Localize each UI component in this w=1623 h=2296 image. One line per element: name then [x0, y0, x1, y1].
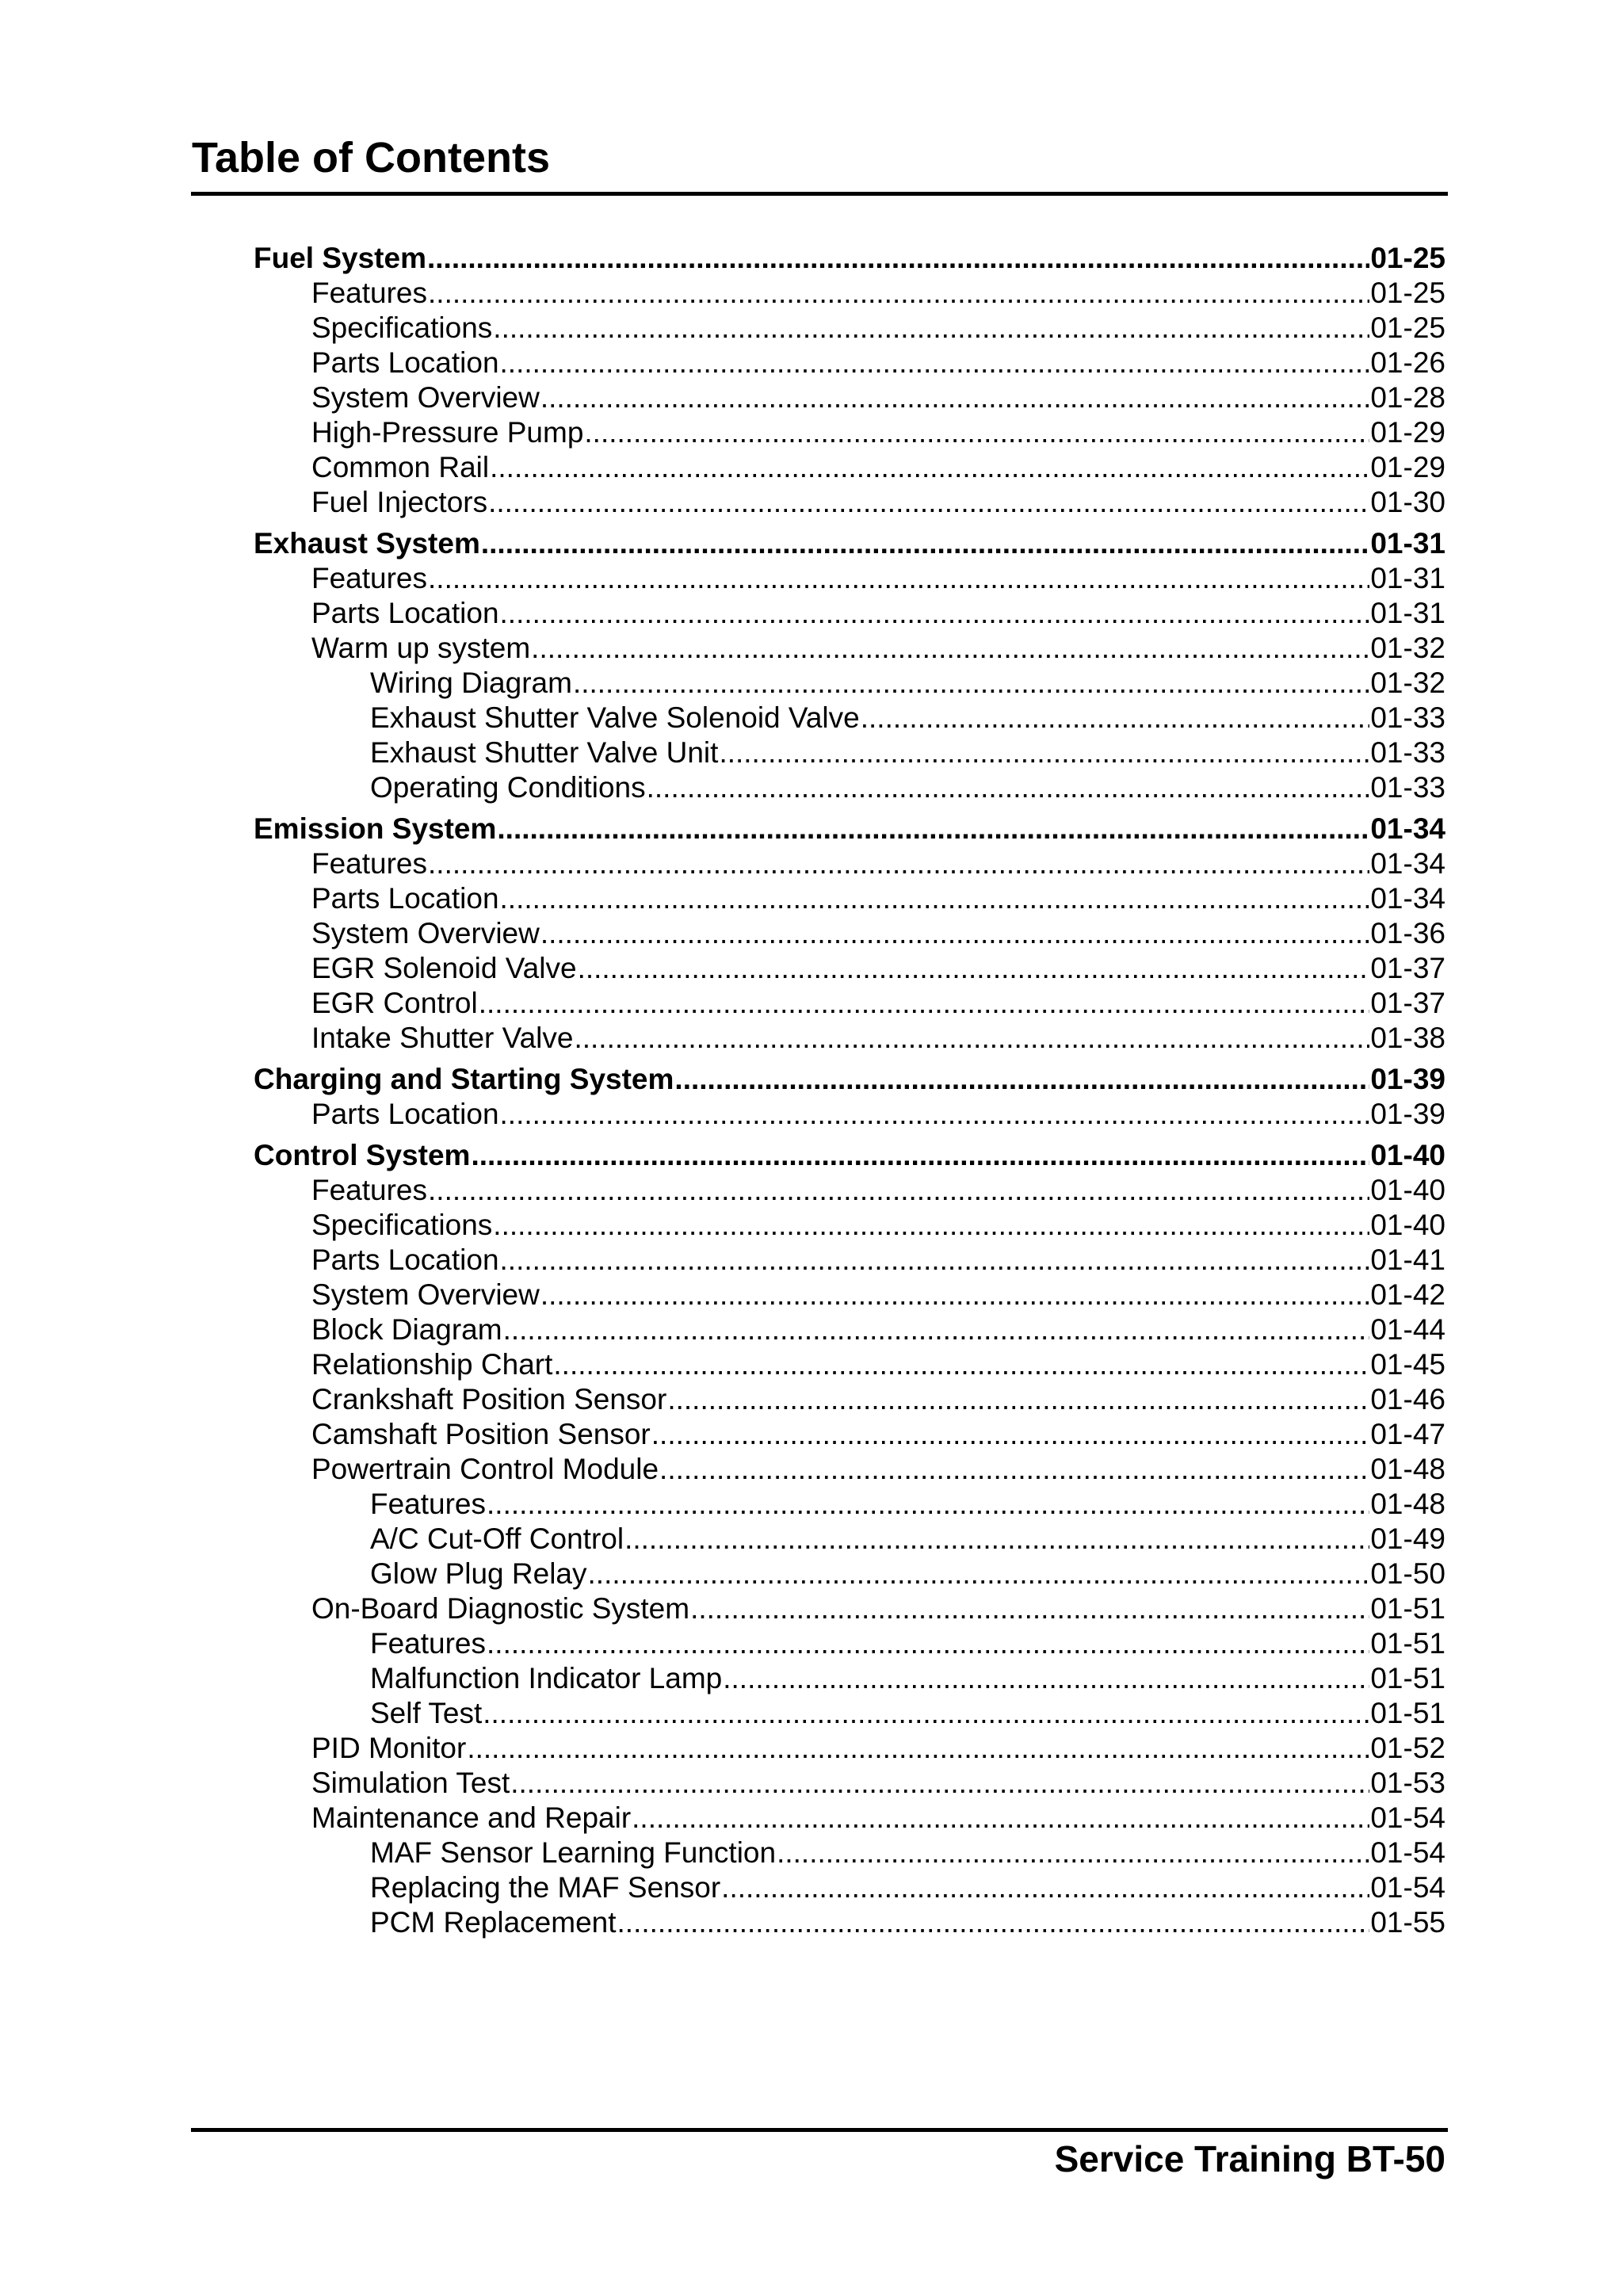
toc-entry-label: Glow Plug Relay: [370, 1557, 587, 1590]
toc-entry-label: EGR Solenoid Valve: [311, 952, 577, 984]
toc-page-number: 01-51: [1370, 1627, 1445, 1660]
toc-entry-label: Fuel Injectors: [311, 486, 488, 518]
toc-entry-label: Camshaft Position Sensor: [311, 1418, 651, 1450]
dot-leader: [721, 1870, 1369, 1905]
toc-entry-label: Parts Location: [311, 882, 499, 915]
toc-entry[interactable]: [311, 1312, 1445, 1347]
toc-page-number: 01-39: [1370, 1098, 1445, 1130]
toc-page-number: 01-53: [1370, 1767, 1445, 1799]
dot-leader: [428, 1173, 1369, 1208]
toc-section-entry[interactable]: [254, 812, 1445, 846]
toc-entry-label: Wiring Diagram: [370, 667, 572, 699]
toc-entry-label: Features: [311, 1174, 428, 1206]
footer-title: Service Training BT-50: [1054, 2138, 1445, 2179]
toc-entry-label: System Overview: [311, 917, 540, 949]
toc-page-number: 01-55: [1370, 1906, 1445, 1939]
toc-page-number: 01-47: [1370, 1418, 1445, 1450]
dot-leader: [479, 986, 1370, 1021]
toc-page-number: 01-40: [1370, 1209, 1445, 1241]
dot-leader: [481, 526, 1370, 561]
toc-page-number: 01-25: [1370, 277, 1445, 309]
toc-entry[interactable]: [370, 1661, 1445, 1696]
toc-entry-label: System Overview: [311, 1278, 540, 1311]
toc-entry-label: Relationship Chart: [311, 1348, 553, 1381]
dot-leader: [483, 1696, 1369, 1731]
dot-leader: [723, 1661, 1369, 1696]
toc-entry-label: Parts Location: [311, 1244, 499, 1276]
toc-entry[interactable]: [370, 1836, 1445, 1870]
toc-entry[interactable]: [370, 666, 1445, 701]
toc-entry[interactable]: [311, 986, 1445, 1021]
toc-entry-label: A/C Cut-Off Control: [370, 1522, 624, 1555]
dot-leader: [777, 1836, 1369, 1870]
toc-entry-label: PCM Replacement: [370, 1906, 617, 1939]
dot-leader: [861, 701, 1370, 735]
toc-entry[interactable]: [311, 1021, 1445, 1056]
toc-entry-label: Exhaust System: [254, 527, 480, 560]
toc-entry-label: Features: [311, 562, 428, 594]
dot-leader: [540, 1278, 1370, 1312]
toc-entry[interactable]: [370, 1487, 1445, 1522]
toc-entry-label: Common Rail: [311, 451, 490, 483]
toc-page-number: 01-45: [1370, 1348, 1445, 1381]
dot-leader: [428, 846, 1369, 881]
toc-entry[interactable]: [311, 1347, 1445, 1382]
toc-entry-label: Exhaust Shutter Valve Unit: [370, 736, 719, 769]
toc-section-entry[interactable]: [254, 241, 1445, 276]
toc-entry-label: PID Monitor: [311, 1732, 467, 1764]
toc-page-number: 01-36: [1370, 917, 1445, 949]
dot-leader: [500, 1243, 1370, 1278]
toc-entry-label: Exhaust Shutter Valve Solenoid Valve: [370, 701, 860, 734]
toc-entry[interactable]: [311, 596, 1445, 631]
dot-leader: [574, 1021, 1369, 1056]
toc-entry-label: Emission System: [254, 812, 497, 845]
toc-page-number: 01-39: [1370, 1063, 1445, 1095]
toc-page-number: 01-29: [1370, 416, 1445, 449]
toc-page-number: 01-31: [1370, 597, 1445, 629]
toc-entry[interactable]: [370, 1870, 1445, 1905]
page-title: Table of Contents: [192, 134, 550, 181]
toc-entry[interactable]: [311, 951, 1445, 986]
dot-leader: [428, 276, 1369, 311]
toc-page-number: 01-31: [1370, 527, 1445, 560]
toc-entry[interactable]: [311, 1591, 1445, 1626]
dot-leader: [588, 1557, 1370, 1591]
toc-page-number: 01-28: [1370, 381, 1445, 414]
toc-entry-label: Maintenance and Repair: [311, 1801, 632, 1834]
toc-entry-label: System Overview: [311, 381, 540, 414]
toc-page-number: 01-51: [1370, 1592, 1445, 1625]
toc-page-number: 01-26: [1370, 346, 1445, 379]
toc-page-number: 01-54: [1370, 1871, 1445, 1904]
toc-entry[interactable]: [370, 1557, 1445, 1591]
toc-page-number: 01-29: [1370, 451, 1445, 483]
dot-leader: [617, 1905, 1370, 1940]
toc-page-number: 01-38: [1370, 1022, 1445, 1054]
toc-entry[interactable]: [311, 276, 1445, 311]
toc-entry-label: Features: [370, 1627, 487, 1660]
dot-leader: [540, 916, 1370, 951]
toc-page-number: 01-37: [1370, 952, 1445, 984]
dot-leader: [490, 450, 1369, 485]
dot-leader: [674, 1062, 1369, 1097]
toc-entry[interactable]: [370, 735, 1445, 770]
dot-leader: [578, 951, 1370, 986]
toc-entry-label: Control System: [254, 1139, 471, 1171]
toc-entry[interactable]: [311, 1766, 1445, 1801]
dot-leader: [488, 485, 1369, 520]
toc-entry-label: Features: [311, 277, 428, 309]
toc-entry[interactable]: [311, 380, 1445, 415]
dot-leader: [487, 1626, 1369, 1661]
toc-page-number: 01-25: [1370, 311, 1445, 344]
dot-leader: [500, 881, 1370, 916]
toc-page-number: 01-51: [1370, 1697, 1445, 1729]
toc-entry-label: Features: [311, 847, 428, 880]
dot-leader: [427, 241, 1369, 276]
toc-entry[interactable]: [311, 1452, 1445, 1487]
toc-page-number: 01-50: [1370, 1557, 1445, 1590]
toc-entry-label: Malfunction Indicator Lamp: [370, 1662, 723, 1694]
dot-leader: [624, 1522, 1369, 1557]
toc-page-number: 01-48: [1370, 1453, 1445, 1485]
toc-page-number: 01-40: [1370, 1174, 1445, 1206]
toc-entry[interactable]: [311, 1417, 1445, 1452]
toc-page-number: 01-49: [1370, 1522, 1445, 1555]
toc-section-entry[interactable]: [254, 1062, 1445, 1097]
toc-page-number: 01-48: [1370, 1488, 1445, 1520]
dot-leader: [487, 1487, 1369, 1522]
toc-page-number: 01-31: [1370, 562, 1445, 594]
footer-divider: [191, 2128, 1448, 2132]
dot-leader: [647, 770, 1370, 805]
toc-entry[interactable]: [311, 1731, 1445, 1766]
toc-page-number: 01-54: [1370, 1801, 1445, 1834]
toc-page-number: 01-34: [1370, 882, 1445, 915]
toc-entry[interactable]: [370, 1696, 1445, 1731]
toc-entry[interactable]: [311, 1097, 1445, 1132]
toc-page-number: 01-32: [1370, 667, 1445, 699]
toc-entry[interactable]: [311, 1382, 1445, 1417]
toc-section-entry[interactable]: [254, 526, 1445, 561]
toc-entry-label: Specifications: [311, 311, 493, 344]
dot-leader: [667, 1382, 1369, 1417]
toc-entry[interactable]: [311, 846, 1445, 881]
toc-page-number: 01-33: [1370, 771, 1445, 804]
toc-entry-label: Parts Location: [311, 346, 499, 379]
toc-entry[interactable]: [370, 1626, 1445, 1661]
toc-entry[interactable]: [311, 881, 1445, 916]
toc-entry-label: Features: [370, 1488, 487, 1520]
toc-entry-label: Parts Location: [311, 1098, 499, 1130]
toc-entry-label: MAF Sensor Learning Function: [370, 1836, 777, 1869]
dot-leader: [497, 812, 1369, 846]
toc-entry-label: Powertrain Control Module: [311, 1453, 659, 1485]
dot-leader: [503, 1312, 1370, 1347]
toc-entry[interactable]: [370, 1905, 1445, 1940]
toc-entry[interactable]: [311, 450, 1445, 485]
toc-entry[interactable]: [311, 1278, 1445, 1312]
toc-entry[interactable]: [370, 1522, 1445, 1557]
toc-section-entry[interactable]: [254, 1138, 1445, 1173]
toc-entry-label: Specifications: [311, 1209, 493, 1241]
dot-leader: [719, 735, 1369, 770]
toc-entry-label: Parts Location: [311, 597, 499, 629]
toc-entry-label: Charging and Starting System: [254, 1063, 674, 1095]
toc-entry[interactable]: [370, 701, 1445, 735]
toc-page-number: 01-25: [1370, 242, 1445, 274]
toc-page-number: 01-37: [1370, 987, 1445, 1019]
toc-page-number: 01-40: [1370, 1139, 1445, 1171]
dot-leader: [500, 1097, 1370, 1132]
toc-entry-label: Simulation Test: [311, 1767, 510, 1799]
dot-leader: [690, 1591, 1369, 1626]
dot-leader: [651, 1417, 1370, 1452]
toc-entry-label: Crankshaft Position Sensor: [311, 1383, 667, 1415]
dot-leader: [493, 311, 1369, 346]
toc-entry[interactable]: [311, 311, 1445, 346]
toc-page-number: 01-30: [1370, 486, 1445, 518]
dot-leader: [500, 596, 1370, 631]
toc-page-number: 01-44: [1370, 1313, 1445, 1346]
toc-entry[interactable]: [311, 346, 1445, 380]
dot-leader: [553, 1347, 1369, 1382]
dot-leader: [471, 1138, 1369, 1173]
toc-entry[interactable]: [311, 1243, 1445, 1278]
toc-entry[interactable]: [311, 415, 1445, 450]
toc-page-number: 01-33: [1370, 736, 1445, 769]
toc-entry[interactable]: [311, 1801, 1445, 1836]
toc-entry-label: Fuel System: [254, 242, 426, 274]
toc-page-number: 01-34: [1370, 812, 1445, 845]
toc-page-number: 01-54: [1370, 1836, 1445, 1869]
toc-entry-label: Replacing the MAF Sensor: [370, 1871, 721, 1904]
dot-leader: [573, 666, 1369, 701]
toc-entry[interactable]: [311, 561, 1445, 596]
toc-entry-label: Self Test: [370, 1697, 483, 1729]
toc-page-number: 01-52: [1370, 1732, 1445, 1764]
toc-entry-label: Warm up system: [311, 632, 531, 664]
toc-page-number: 01-32: [1370, 632, 1445, 664]
toc-page-number: 01-42: [1370, 1278, 1445, 1311]
dot-leader: [428, 561, 1369, 596]
dot-leader: [510, 1766, 1369, 1801]
toc-entry-label: Operating Conditions: [370, 771, 646, 804]
toc-entry[interactable]: [370, 770, 1445, 805]
dot-leader: [584, 415, 1369, 450]
toc-entry-label: EGR Control: [311, 987, 478, 1019]
toc-page-number: 01-41: [1370, 1244, 1445, 1276]
toc-entry-label: On-Board Diagnostic System: [311, 1592, 690, 1625]
dot-leader: [500, 346, 1370, 380]
toc-page-number: 01-34: [1370, 847, 1445, 880]
toc-page-number: 01-51: [1370, 1662, 1445, 1694]
dot-leader: [467, 1731, 1369, 1766]
toc-entry-label: Block Diagram: [311, 1313, 502, 1346]
toc-entry[interactable]: [311, 1173, 1445, 1208]
dot-leader: [540, 380, 1370, 415]
toc-entry-label: High-Pressure Pump: [311, 416, 584, 449]
toc-entry[interactable]: [311, 1208, 1445, 1243]
toc-entry[interactable]: [311, 916, 1445, 951]
dot-leader: [659, 1452, 1369, 1487]
dot-leader: [632, 1801, 1369, 1836]
dot-leader: [493, 1208, 1369, 1243]
toc-entry[interactable]: [311, 631, 1445, 666]
toc-entry-label: Intake Shutter Valve: [311, 1022, 574, 1054]
dot-leader: [531, 631, 1369, 666]
toc-page-number: 01-46: [1370, 1383, 1445, 1415]
toc-page-number: 01-33: [1370, 701, 1445, 734]
toc-entry[interactable]: [311, 485, 1445, 520]
